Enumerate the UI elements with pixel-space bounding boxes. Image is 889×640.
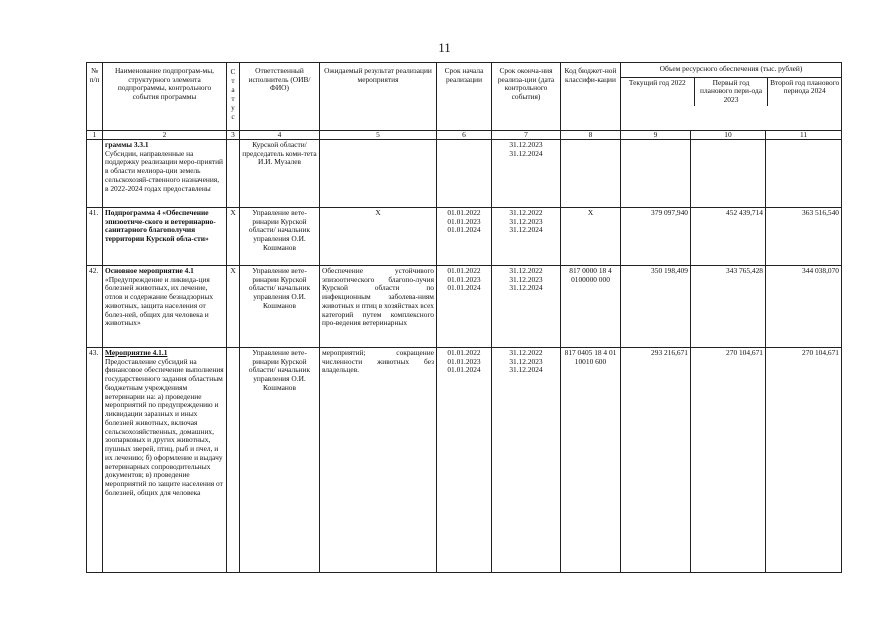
row-2024 [766, 140, 842, 208]
row-result [320, 140, 437, 208]
row-result: Х [320, 208, 437, 266]
row-2022 [621, 140, 691, 208]
end-date: 31.12.2022 [509, 266, 543, 275]
row-2023: 270 104,671 [691, 348, 766, 573]
header-end: Срок оконча-ния реализа-ции (дата контрольного события) [492, 63, 561, 131]
end-date: 31.12.2024 [509, 148, 543, 158]
end-date: 31.12.2023 [509, 356, 543, 366]
row-end [492, 348, 561, 573]
col-number: 8 [561, 131, 621, 140]
end-date: 31.12.2023 [509, 216, 543, 226]
row-2023: 452 439,714 [691, 208, 766, 266]
col-number: 1 [87, 131, 103, 140]
row-2024: 363 516,540 [766, 208, 842, 266]
column-number-row [87, 131, 842, 140]
header-result: Ожидаемый результат реализации мероприятия [320, 63, 437, 131]
row-start [437, 348, 492, 573]
col-number: 6 [437, 131, 492, 140]
page-number: 11 [438, 40, 451, 55]
header-executor: Ответственный исполнитель (ОИВ/ФИО) [240, 63, 320, 131]
col-number: 11 [766, 131, 842, 140]
start-date: 01.01.2024 [447, 283, 481, 293]
col-number: 7 [492, 131, 561, 140]
start-date: 01.01.2022 [447, 266, 481, 275]
end-date: 31.12.2024 [509, 283, 543, 293]
end-date: 31.12.2023 [509, 274, 543, 284]
row-start [437, 140, 492, 208]
row-name-bold: Основное мероприятие 4.1 [105, 266, 194, 275]
header-funding [621, 63, 842, 131]
status-letter: т [231, 94, 235, 103]
row-name-text: Субсидии, направленные на поддержку реализации меро-приятий в области мелиора-ции земель сельскохозяй-ственного назначения, в 2022-2024 годах предоставлены [105, 148, 223, 193]
col-number: 4 [240, 131, 320, 140]
row-2023 [691, 140, 766, 208]
header-2024: Второй год планового периода 2024 [767, 78, 841, 106]
start-date: 01.01.2022 [447, 348, 481, 357]
row-num [87, 140, 103, 208]
row-status [227, 140, 240, 208]
end-date: 31.12.2022 [509, 208, 543, 217]
col-number: 3 [227, 131, 240, 140]
row-executor: Курской области/ председатель коми-тета И.И. Музалев [240, 140, 320, 208]
table-header-row [87, 63, 842, 131]
row-2022: 379 097,940 [621, 208, 691, 266]
row-result: мероприятий; сокращение численности животных без владельцев. [320, 348, 437, 573]
start-date: 01.01.2023 [447, 274, 481, 284]
start-date: 01.01.2023 [447, 356, 481, 366]
table-row [87, 266, 842, 348]
row-end [492, 208, 561, 266]
row-num: 42. [87, 266, 103, 348]
row-status [227, 348, 240, 573]
row-code: Х [561, 208, 621, 266]
status-letter: с [231, 112, 235, 121]
row-code: 817 0000 18 4 0100000 000 [561, 266, 621, 348]
row-name-bold: граммы 3.3.1 [105, 140, 149, 149]
col-number: 10 [691, 131, 766, 140]
row-code: 817 0405 18 4 01 10010 600 [561, 348, 621, 573]
end-date: 31.12.2023 [509, 140, 543, 149]
row-status: Х [227, 208, 240, 266]
start-date: 01.01.2023 [447, 216, 481, 226]
status-letter: а [231, 85, 235, 94]
row-num: 41. [87, 208, 103, 266]
row-2023: 343 765,428 [691, 266, 766, 348]
row-end [492, 266, 561, 348]
program-table [86, 62, 842, 573]
end-date: 31.12.2024 [509, 225, 543, 235]
row-2022: 293 216,671 [621, 348, 691, 573]
row-executor: Управление вете-ринарии Курской области/ начальник управления О.И. Кошманов [240, 348, 320, 573]
status-letter: у [231, 103, 235, 112]
funding-title: Объем ресурсного обеспечения (тыс. рублей) [659, 64, 803, 73]
row-name-bold: Мероприятие 4.1.1 [105, 348, 168, 357]
col-number: 2 [103, 131, 227, 140]
row-name [103, 208, 227, 266]
row-num: 43. [87, 348, 103, 573]
header-status [227, 63, 240, 131]
header-num: № п/п [87, 63, 103, 131]
header-code: Код бюджет-ной классифи-кации [561, 63, 621, 131]
row-2022: 350 198,409 [621, 266, 691, 348]
row-executor: Управление вете-ринарии Курской области/ начальник управления О.И. Кошманов [240, 208, 320, 266]
row-start [437, 208, 492, 266]
table-row [87, 140, 842, 208]
row-2024: 344 038,070 [766, 266, 842, 348]
header-name: Наименование подпрограм-мы, структурного элемента подпрограммы, контрольного события программы [103, 63, 227, 131]
row-code [561, 140, 621, 208]
row-name-text: Предоставление субсидий на финансовое обеспечение выполнения государственного задания областным бюджетным учреждениям ветеринарии на: а) проведение мероприятий по предупреждению и ликвидации заразных и иных болезней животных, включая сельскохозяйственных, домашних, зоопарковых и других животных, пушных зверей, птиц, рыб и пчел, и их лечению; б) оформление и выдачу ветеринарных сопроводительных документов; в) проведение мероприятий по защите населения от болезней, общих для человека [105, 356, 224, 497]
start-date: 01.01.2024 [447, 225, 481, 235]
end-date: 31.12.2024 [509, 365, 543, 375]
row-name [103, 140, 227, 208]
row-start [437, 266, 492, 348]
row-name [103, 266, 227, 348]
end-date: 31.12.2022 [509, 348, 543, 357]
row-result: Обеспечение устойчивого эпизоотического благопо-лучия Курской области по инфекционным заболева-ниям животных и птиц в хозяйствах всех категорий путем комплексного про-ведения ветеринарных [320, 266, 437, 348]
status-letter: С [230, 67, 236, 76]
header-2023: Первый год планового пери-ода 2023 [694, 78, 768, 106]
col-number: 5 [320, 131, 437, 140]
status-letter: т [231, 76, 235, 85]
row-name [103, 348, 227, 573]
row-executor: Управление вете-ринарии Курской области/ начальник управления О.И. Кошманов [240, 266, 320, 348]
row-2024: 270 104,671 [766, 348, 842, 573]
row-status: Х [227, 266, 240, 348]
row-end [492, 140, 561, 208]
start-date: 01.01.2024 [447, 365, 481, 375]
header-start: Срок начала реализации [437, 63, 492, 131]
col-number: 9 [621, 131, 691, 140]
table-row [87, 208, 842, 266]
table-row [87, 348, 842, 573]
row-name-bold: Подпрограмма 4 «Обеспечение эпизоотиче-ского и ветеринарно-санитарного благополучия территории Курской обла-сти» [105, 208, 216, 244]
header-2022: Текущий год 2022 [628, 77, 686, 87]
row-name-text: «Предупреждение и ликвида-ция болезней животных, их лечение, отлов и содержание безнадзорных животных, защита населения от болез-ней, общих для человека и животных» [105, 274, 214, 328]
start-date: 01.01.2022 [447, 208, 481, 217]
